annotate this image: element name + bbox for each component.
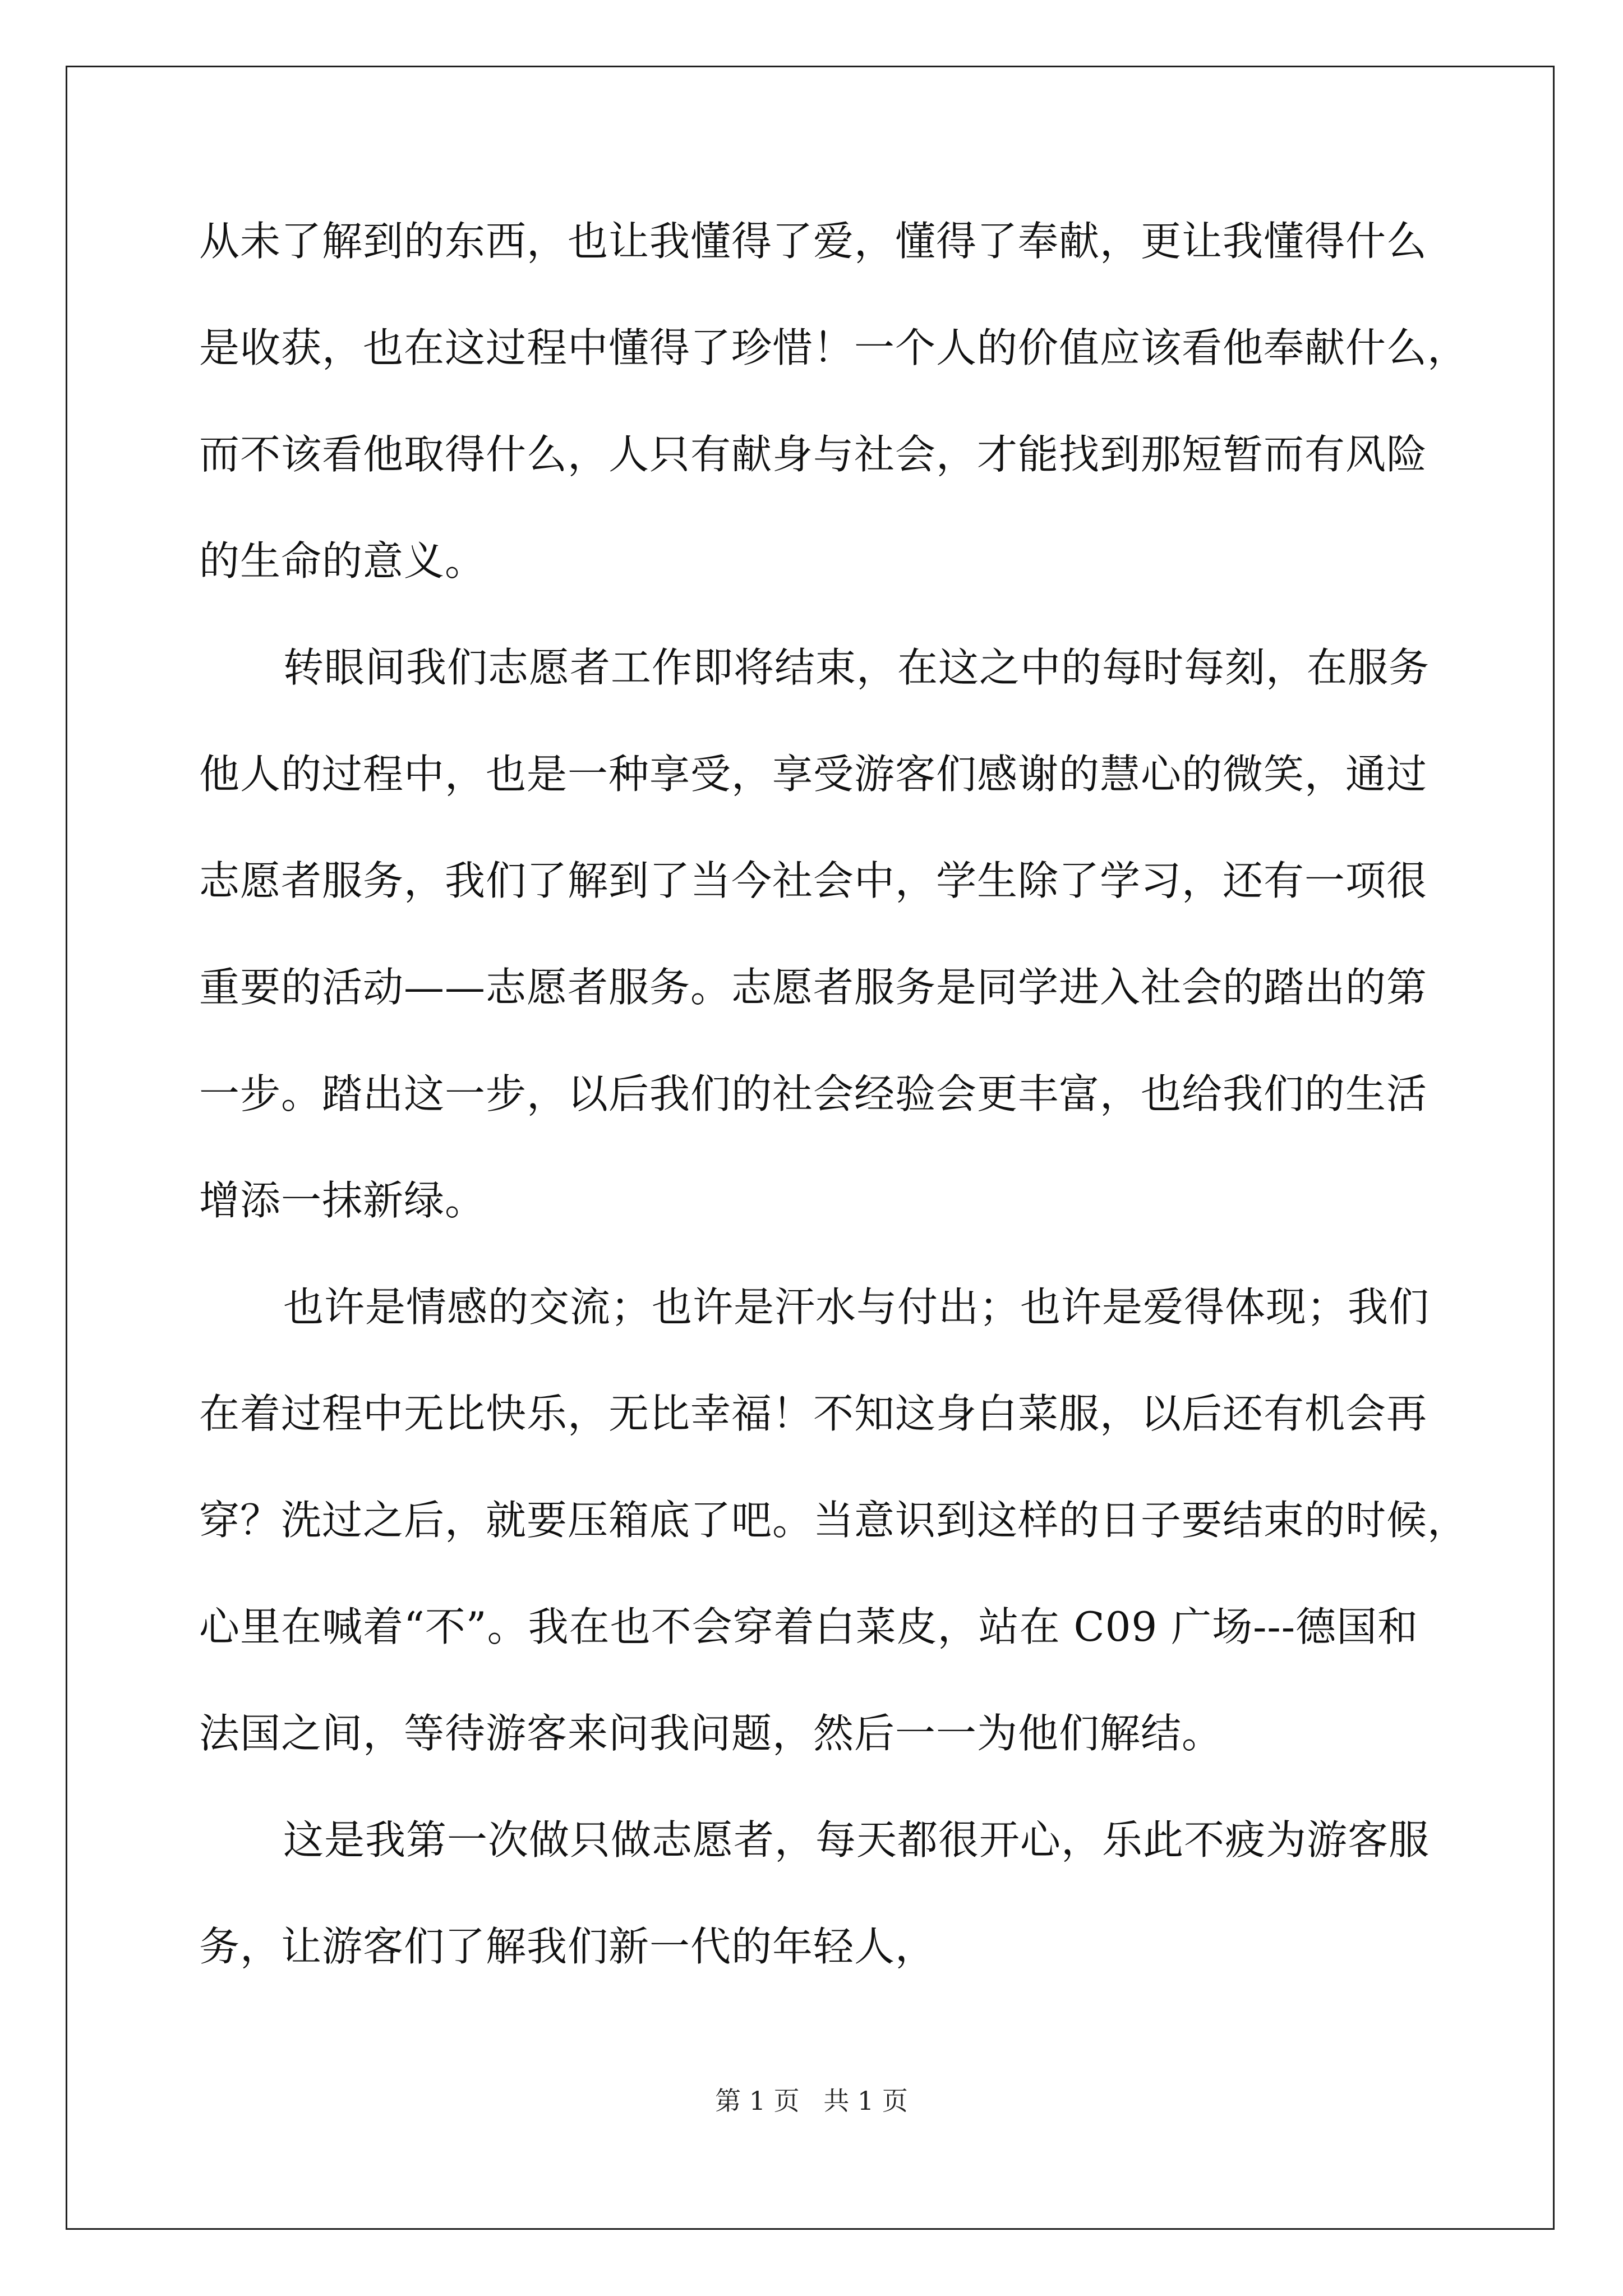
text-line: 的生命的意义。 bbox=[199, 537, 486, 585]
page-border bbox=[66, 66, 1555, 2230]
text-line: 务，让游客们了解我们新一代的年轻人， bbox=[199, 1923, 937, 1970]
text-line: 志愿者服务，我们了解到了当今社会中，学生除了学习，还有一项很 bbox=[199, 857, 1428, 904]
page-footer bbox=[0, 2084, 1623, 2118]
text-line: 穿？洗过之后，就要压箱底了吧。当意识到这样的日子要结束的时候， bbox=[199, 1497, 1469, 1544]
paragraph-first-line: 也许是情感的交流；也许是汗水与付出；也许是爱得体现；我们 bbox=[283, 1283, 1430, 1331]
text-line: 重要的活动——志愿者服务。志愿者服务是同学进入社会的踏出的第 bbox=[199, 964, 1428, 1011]
text-line: 在着过程中无比快乐，无比幸福！不知这身白菜服，以后还有机会再 bbox=[199, 1390, 1428, 1437]
text-line: 一步。踏出这一步，以后我们的社会经验会更丰富，也给我们的生活 bbox=[199, 1070, 1428, 1117]
text-line: 而不该看他取得什么，人只有献身与社会，才能找到那短暂而有风险 bbox=[199, 431, 1428, 478]
text-line: 法国之间，等待游客来问我问题，然后一一为他们解结。 bbox=[199, 1710, 1223, 1757]
text-line: 是收获，也在这过程中懂得了珍惜！一个人的价值应该看他奉献什么， bbox=[199, 324, 1469, 371]
page-total: 共 1 页 bbox=[823, 2086, 908, 2116]
page-number: 第 1 页 bbox=[715, 2086, 800, 2116]
paragraph-first-line: 这是我第一次做只做志愿者，每天都很开心，乐此不疲为游客服 bbox=[283, 1816, 1430, 1864]
text-line: 增添一抹新绿。 bbox=[199, 1177, 486, 1224]
text-line: 从未了解到的东西，也让我懂得了爱，懂得了奉献，更让我懂得什么 bbox=[199, 218, 1428, 265]
text-line: 他人的过程中，也是一种享受，享受游客们感谢的慧心的微笑，通过 bbox=[199, 751, 1428, 798]
text-line: 心里在喊着“不”。我在也不会穿着白菜皮，站在 C09 广场---德国和 bbox=[199, 1603, 1419, 1650]
paragraph-first-line: 转眼间我们志愿者工作即将结束，在这之中的每时每刻，在服务 bbox=[283, 644, 1430, 691]
